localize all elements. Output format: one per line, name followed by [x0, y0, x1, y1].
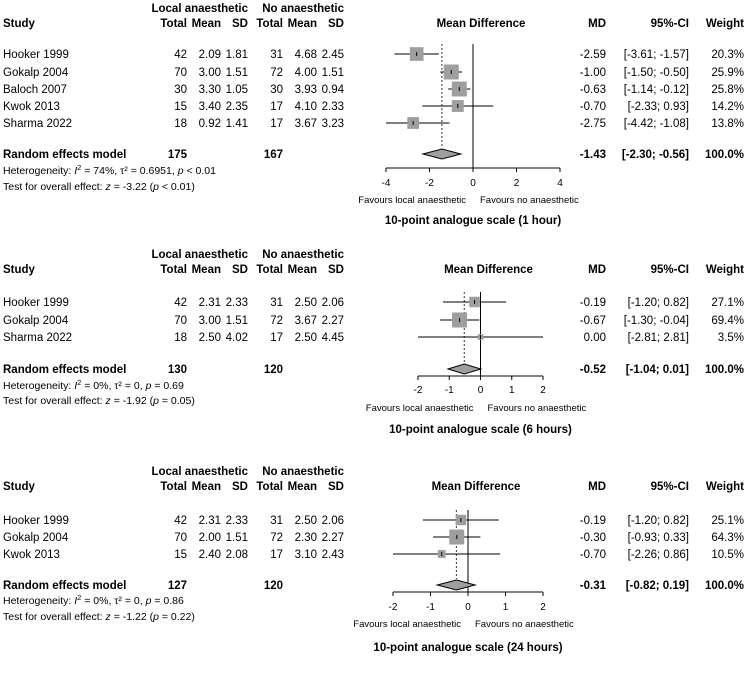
- pooled-total-1: 127: [167, 580, 187, 592]
- forest-panel-2: [3, 249, 744, 436]
- total-2: 31: [270, 515, 283, 527]
- sd-1: 2.33: [225, 297, 248, 309]
- het-rest: = 0%, τ² = 0,: [81, 595, 146, 607]
- sd-1: 1.81: [225, 49, 248, 61]
- mean-1: 3.00: [198, 315, 221, 327]
- het-prefix: Heterogeneity:: [3, 165, 75, 177]
- mean-2: 2.50: [294, 515, 317, 527]
- x-tick-label: 4: [557, 178, 563, 189]
- forest-panel-3: [3, 466, 744, 654]
- sd-1: 4.02: [225, 332, 248, 344]
- total-1: 70: [174, 532, 187, 544]
- study-name: Hooker 1999: [3, 297, 69, 309]
- test-p: p: [153, 611, 159, 623]
- mean-1: 2.31: [198, 515, 221, 527]
- study-column-header: Study: [3, 481, 35, 493]
- mean-2: 3.93: [294, 84, 317, 96]
- mean-1: 2.40: [198, 549, 221, 561]
- sd-2: 2.33: [321, 101, 344, 113]
- md-value: -0.70: [579, 549, 606, 561]
- total-1: 30: [174, 84, 187, 96]
- heterogeneity-text: [3, 593, 184, 607]
- test-p: p: [153, 395, 159, 407]
- heterogeneity-text: [3, 378, 184, 392]
- effect-header: Mean Difference: [431, 481, 521, 493]
- total-1: 70: [174, 315, 187, 327]
- md-value: -0.67: [579, 315, 606, 327]
- group1-header: Local anaesthetic: [151, 3, 248, 15]
- pooled-label: Random effects model: [3, 364, 127, 376]
- sd-header-1: SD: [232, 481, 248, 493]
- het-p: p: [145, 595, 152, 607]
- group2-header: No anaesthetic: [262, 3, 344, 15]
- het-pval: = 0.69: [151, 380, 184, 392]
- study-column-header: Study: [3, 18, 35, 30]
- md-header: MD: [588, 18, 606, 30]
- weight-value: 27.1%: [711, 297, 744, 309]
- pooled-diamond: [448, 364, 481, 374]
- total-header-1: Total: [160, 264, 187, 276]
- study-name: Sharma 2022: [3, 118, 73, 130]
- x-tick-label: 0: [477, 385, 484, 396]
- sd-1: 1.05: [225, 84, 248, 96]
- md-value: -0.19: [579, 515, 606, 527]
- mean-2: 3.10: [294, 549, 317, 561]
- pooled-weight: 100.0%: [704, 580, 744, 592]
- weight-value: 64.3%: [711, 532, 744, 544]
- study-name: Baloch 2007: [3, 84, 67, 96]
- x-tick-label: -4: [381, 178, 391, 189]
- weight-value: 13.8%: [711, 118, 744, 130]
- het-p: p: [177, 165, 184, 177]
- total-1: 42: [174, 297, 187, 309]
- sd-2: 2.27: [321, 532, 344, 544]
- sd-2: 2.06: [321, 297, 344, 309]
- test-end: < 0.01): [158, 181, 195, 193]
- study-name: Hooker 1999: [3, 49, 69, 61]
- mean-1: 2.50: [198, 332, 221, 344]
- total-header-2: Total: [256, 481, 283, 493]
- total-1: 42: [174, 515, 187, 527]
- mean-1: 3.40: [198, 101, 221, 113]
- pooled-total-2: 120: [263, 580, 283, 592]
- mean-1: 2.31: [198, 297, 221, 309]
- favours-right-label: Favours no anaesthetic: [475, 619, 574, 630]
- total-2: 17: [270, 118, 283, 130]
- ci-value: [-1.14; -0.12]: [623, 84, 689, 96]
- test-val: = -1.22 (: [110, 611, 154, 623]
- study-name: Kwok 2013: [3, 549, 60, 561]
- sd-1: 1.41: [225, 118, 248, 130]
- weight-value: 14.2%: [711, 101, 744, 113]
- sd-header-2: SD: [328, 481, 344, 493]
- weight-value: 25.9%: [711, 67, 744, 79]
- sd-2: 2.45: [321, 49, 344, 61]
- md-header: MD: [588, 264, 606, 276]
- total-1: 42: [174, 49, 187, 61]
- favours-left-label: Favours local anaesthetic: [358, 195, 466, 206]
- weight-value: 10.5%: [711, 549, 744, 561]
- sd-1: 1.51: [225, 315, 248, 327]
- mean-1: 3.30: [198, 84, 221, 96]
- group1-header: Local anaesthetic: [151, 249, 248, 261]
- ci-header: 95%-CI: [650, 18, 689, 30]
- weight-value: 3.5%: [717, 332, 744, 344]
- pooled-diamond: [437, 580, 475, 590]
- sd-2: 4.45: [321, 332, 344, 344]
- sd-header-1: SD: [232, 18, 248, 30]
- mean-2: 4.10: [294, 101, 317, 113]
- sd-1: 2.35: [225, 101, 248, 113]
- mean-2: 2.50: [294, 332, 317, 344]
- mean-1: 2.09: [198, 49, 221, 61]
- test-val: = -3.22 (: [110, 181, 154, 193]
- favours-left-label: Favours local anaesthetic: [353, 619, 461, 630]
- sd-2: 3.23: [321, 118, 344, 130]
- weight-value: 25.1%: [711, 515, 744, 527]
- pooled-md: -0.52: [579, 364, 606, 376]
- x-tick-label: -1: [426, 602, 435, 613]
- het-i2-sup: 2: [77, 378, 82, 387]
- pooled-ci: [-1.04; 0.01]: [625, 364, 689, 376]
- mean-1: 3.00: [198, 67, 221, 79]
- ci-value: [-4.42; -1.08]: [623, 118, 689, 130]
- total-header-1: Total: [160, 481, 187, 493]
- mean-header-2: Mean: [287, 264, 317, 276]
- het-prefix: Heterogeneity:: [3, 595, 75, 607]
- md-value: -1.00: [579, 67, 606, 79]
- het-rest: = 0%, τ² = 0,: [81, 380, 146, 392]
- x-axis-title: 10-point analogue scale (6 hours): [389, 424, 572, 436]
- weight-header: Weight: [705, 481, 744, 493]
- ci-value: [-2.81; 2.81]: [627, 332, 689, 344]
- pooled-total-2: 120: [263, 364, 283, 376]
- x-tick-label: -2: [425, 178, 434, 189]
- het-p: p: [145, 380, 152, 392]
- overall-effect-text: [3, 395, 195, 407]
- sd-header-2: SD: [328, 264, 344, 276]
- total-header-2: Total: [256, 18, 283, 30]
- test-end: = 0.22): [158, 611, 195, 623]
- md-value: -2.75: [579, 118, 606, 130]
- weight-value: 69.4%: [711, 315, 744, 327]
- ci-value: [-3.61; -1.57]: [623, 49, 689, 61]
- mean-header-1: Mean: [191, 481, 221, 493]
- het-i2-sup: 2: [77, 163, 82, 172]
- test-prefix: Test for overall effect:: [3, 611, 106, 623]
- group2-header: No anaesthetic: [262, 249, 344, 261]
- sd-1: 1.51: [225, 67, 248, 79]
- ci-value: [-2.26; 0.86]: [627, 549, 689, 561]
- test-z: z: [105, 395, 111, 407]
- x-axis-title: 10-point analogue scale (24 hours): [373, 642, 563, 654]
- pooled-md: -0.31: [579, 580, 606, 592]
- mean-header-1: Mean: [191, 264, 221, 276]
- sd-2: 2.43: [321, 549, 344, 561]
- ci-value: [-1.50; -0.50]: [623, 67, 689, 79]
- total-2: 72: [270, 532, 283, 544]
- het-i2-sup: 2: [77, 593, 82, 602]
- ci-header: 95%-CI: [650, 264, 689, 276]
- het-rest: = 74%, τ² = 0.6951,: [81, 165, 178, 177]
- test-end: = 0.05): [158, 395, 195, 407]
- mean-header-1: Mean: [191, 18, 221, 30]
- group1-header: Local anaesthetic: [151, 466, 248, 478]
- x-tick-label: 1: [508, 385, 515, 396]
- study-name: Gokalp 2004: [3, 315, 69, 327]
- test-z: z: [105, 611, 111, 623]
- pooled-total-1: 175: [167, 149, 187, 161]
- x-tick-label: -2: [413, 385, 423, 396]
- pooled-weight: 100.0%: [704, 364, 744, 376]
- test-p: p: [153, 181, 159, 193]
- md-header: MD: [588, 481, 606, 493]
- het-i2: I: [74, 165, 78, 177]
- ci-value: [-1.30; -0.04]: [623, 315, 689, 327]
- total-2: 30: [270, 84, 283, 96]
- het-i2: I: [74, 595, 78, 607]
- md-value: 0.00: [583, 332, 606, 344]
- pooled-ci: [-0.82; 0.19]: [625, 580, 689, 592]
- pooled-label: Random effects model: [3, 580, 127, 592]
- mean-1: 2.00: [198, 532, 221, 544]
- het-i2: I: [74, 380, 78, 392]
- pooled-md: -1.43: [579, 149, 606, 161]
- weight-value: 20.3%: [711, 49, 744, 61]
- favours-right-label: Favours no anaesthetic: [487, 403, 587, 414]
- x-tick-label: 2: [513, 178, 520, 189]
- x-tick-label: 1: [502, 602, 509, 613]
- weight-header: Weight: [705, 264, 744, 276]
- study-column-header: Study: [3, 264, 35, 276]
- weight-value: 25.8%: [711, 84, 744, 96]
- group2-header: No anaesthetic: [262, 466, 344, 478]
- x-tick-label: 0: [465, 602, 471, 613]
- test-prefix: Test for overall effect:: [3, 395, 106, 407]
- sd-1: 1.51: [225, 532, 248, 544]
- total-2: 17: [270, 332, 283, 344]
- sd-1: 2.33: [225, 515, 248, 527]
- study-name: Kwok 2013: [3, 101, 60, 113]
- total-2: 72: [270, 67, 283, 79]
- effect-header: Mean Difference: [436, 18, 526, 30]
- total-1: 15: [174, 549, 187, 561]
- favours-right-label: Favours no anaesthetic: [480, 195, 579, 206]
- pooled-total-1: 130: [167, 364, 187, 376]
- mean-2: 4.00: [294, 67, 317, 79]
- total-1: 70: [174, 67, 187, 79]
- x-axis-title: 10-point analogue scale (1 hour): [384, 215, 562, 227]
- test-z: z: [105, 181, 111, 193]
- favours-left-label: Favours local anaesthetic: [365, 403, 474, 414]
- het-pval: < 0.01: [183, 165, 216, 177]
- mean-2: 3.67: [294, 315, 317, 327]
- ci-value: [-2.33; 0.93]: [627, 101, 689, 113]
- test-prefix: Test for overall effect:: [3, 181, 106, 193]
- het-prefix: Heterogeneity:: [3, 380, 75, 392]
- total-header-1: Total: [160, 18, 187, 30]
- total-1: 15: [174, 101, 187, 113]
- sd-2: 0.94: [321, 84, 344, 96]
- x-tick-label: 0: [470, 178, 476, 189]
- x-tick-label: -2: [388, 602, 398, 613]
- ci-value: [-1.20; 0.82]: [627, 515, 689, 527]
- ci-value: [-1.20; 0.82]: [627, 297, 689, 309]
- mean-header-2: Mean: [287, 481, 317, 493]
- mean-1: 0.92: [198, 118, 221, 130]
- mean-2: 4.68: [294, 49, 317, 61]
- pooled-label: Random effects model: [3, 149, 127, 161]
- sd-header-2: SD: [328, 18, 344, 30]
- total-2: 72: [270, 315, 283, 327]
- effect-header: Mean Difference: [444, 264, 533, 276]
- study-name: Hooker 1999: [3, 515, 69, 527]
- pooled-ci: [-2.30; -0.56]: [621, 149, 689, 161]
- pooled-weight: 100.0%: [704, 149, 744, 161]
- overall-effect-text: [3, 181, 195, 193]
- mean-2: 2.30: [294, 532, 317, 544]
- md-value: -0.63: [579, 84, 606, 96]
- sd-2: 1.51: [321, 67, 344, 79]
- total-2: 31: [270, 297, 283, 309]
- x-tick-label: 2: [540, 602, 546, 613]
- sd-2: 2.27: [321, 315, 344, 327]
- total-1: 18: [174, 332, 187, 344]
- heterogeneity-text: [3, 163, 216, 177]
- study-name: Gokalp 2004: [3, 532, 69, 544]
- weight-header: Weight: [705, 18, 744, 30]
- total-1: 18: [174, 118, 187, 130]
- test-val: = -1.92 (: [110, 395, 154, 407]
- pooled-diamond: [423, 149, 461, 159]
- x-tick-label: -1: [444, 385, 454, 396]
- forest-panel-1: [3, 3, 744, 227]
- md-value: -0.19: [579, 297, 606, 309]
- mean-2: 3.67: [294, 118, 317, 130]
- total-2: 31: [270, 49, 283, 61]
- md-value: -2.59: [579, 49, 606, 61]
- study-name: Gokalp 2004: [3, 67, 69, 79]
- total-header-2: Total: [256, 264, 283, 276]
- total-2: 17: [270, 549, 283, 561]
- study-name: Sharma 2022: [3, 332, 73, 344]
- total-2: 17: [270, 101, 283, 113]
- x-tick-label: 2: [540, 385, 546, 396]
- sd-header-1: SD: [232, 264, 248, 276]
- sd-2: 2.06: [321, 515, 344, 527]
- md-value: -0.30: [579, 532, 606, 544]
- mean-2: 2.50: [294, 297, 317, 309]
- md-value: -0.70: [579, 101, 606, 113]
- mean-header-2: Mean: [287, 18, 317, 30]
- pooled-total-2: 167: [263, 149, 283, 161]
- ci-header: 95%-CI: [650, 481, 689, 493]
- ci-value: [-0.93; 0.33]: [627, 532, 689, 544]
- het-pval: = 0.86: [151, 595, 184, 607]
- overall-effect-text: [3, 611, 195, 623]
- sd-1: 2.08: [225, 549, 248, 561]
